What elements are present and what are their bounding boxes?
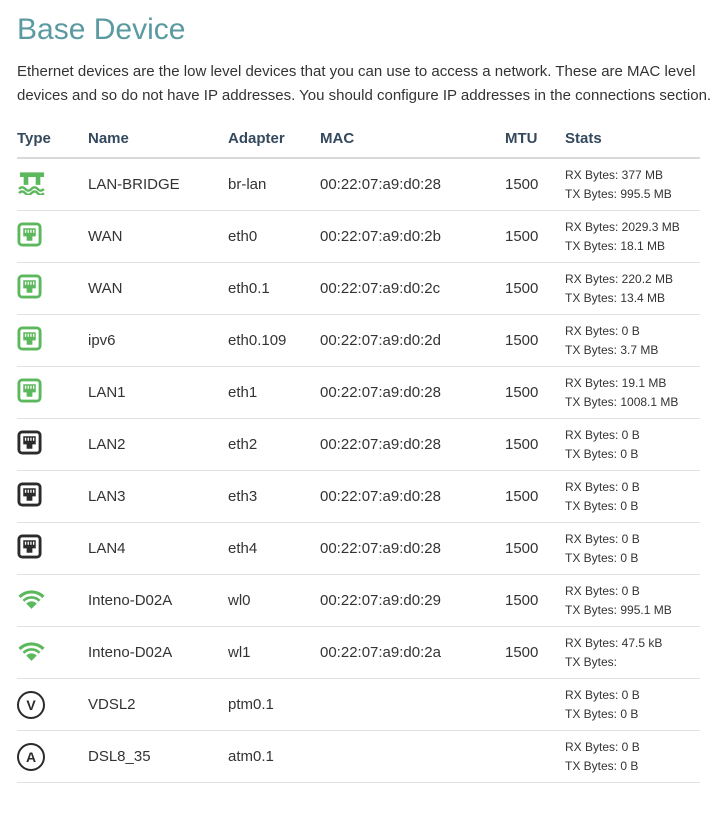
device-stats xyxy=(565,315,700,367)
device-name: Inteno-D02A xyxy=(88,627,228,679)
tx-bytes: TX Bytes: 1008.1 MB xyxy=(565,394,679,409)
table-header-row xyxy=(17,124,700,158)
device-row-wl1[interactable] xyxy=(17,627,700,679)
device-type-cell xyxy=(17,367,88,419)
device-stats xyxy=(565,575,700,627)
column-header-mtu: MTU xyxy=(505,124,565,158)
device-type-cell xyxy=(17,158,88,211)
device-stats xyxy=(565,679,700,731)
device-mtu xyxy=(505,731,565,783)
device-adapter: eth0 xyxy=(228,211,320,263)
ethernet-icon xyxy=(17,534,42,559)
device-mtu: 1500 xyxy=(505,158,565,211)
device-adapter: ptm0.1 xyxy=(228,679,320,731)
device-adapter: eth0.1 xyxy=(228,263,320,315)
device-stats xyxy=(565,471,700,523)
device-stats xyxy=(565,523,700,575)
rx-bytes: RX Bytes: 47.5 kB xyxy=(565,636,663,650)
device-type-cell xyxy=(17,471,88,523)
device-table-body xyxy=(17,158,700,783)
column-header-mac: MAC xyxy=(320,124,505,158)
rx-bytes: RX Bytes: 0 B xyxy=(565,324,640,338)
device-mac: 00:22:07:a9:d0:28 xyxy=(320,158,505,211)
rx-bytes: RX Bytes: 377 MB xyxy=(565,168,664,182)
device-adapter: br-lan xyxy=(228,158,320,211)
device-row-br-lan[interactable] xyxy=(17,158,700,211)
device-row-eth3[interactable] xyxy=(17,471,700,523)
device-type-cell xyxy=(17,731,88,783)
ethernet-icon xyxy=(17,222,42,247)
rx-bytes: RX Bytes: 0 B xyxy=(565,688,640,702)
device-name: WAN xyxy=(88,263,228,315)
circle-a-icon xyxy=(17,743,45,771)
device-row-atm0.1[interactable] xyxy=(17,731,700,783)
device-row-eth4[interactable] xyxy=(17,523,700,575)
device-row-ptm0.1[interactable] xyxy=(17,679,700,731)
device-type-cell xyxy=(17,523,88,575)
device-mtu: 1500 xyxy=(505,419,565,471)
device-mtu: 1500 xyxy=(505,471,565,523)
device-row-eth1[interactable] xyxy=(17,367,700,419)
device-row-wl0[interactable] xyxy=(17,575,700,627)
column-header-name: Name xyxy=(88,124,228,158)
device-name: LAN2 xyxy=(88,419,228,471)
device-type-cell xyxy=(17,627,88,679)
device-type-cell xyxy=(17,679,88,731)
device-name: LAN-BRIDGE xyxy=(88,158,228,211)
device-name: LAN3 xyxy=(88,471,228,523)
device-mtu: 1500 xyxy=(505,575,565,627)
device-mac: 00:22:07:a9:d0:28 xyxy=(320,367,505,419)
device-stats xyxy=(565,211,700,263)
rx-bytes: RX Bytes: 0 B xyxy=(565,532,640,546)
device-name: WAN xyxy=(88,211,228,263)
device-mtu: 1500 xyxy=(505,263,565,315)
device-type-cell xyxy=(17,315,88,367)
wifi-icon xyxy=(17,587,46,611)
device-mac: 00:22:07:a9:d0:2d xyxy=(320,315,505,367)
tx-bytes: TX Bytes: 0 B xyxy=(565,550,639,565)
device-mac: 00:22:07:a9:d0:2b xyxy=(320,211,505,263)
wifi-icon xyxy=(17,639,46,663)
ethernet-icon xyxy=(17,326,42,351)
device-row-eth2[interactable] xyxy=(17,419,700,471)
tx-bytes: TX Bytes: 0 B xyxy=(565,706,639,721)
circle-v-icon-glyph: V xyxy=(17,691,45,719)
device-name: DSL8_35 xyxy=(88,731,228,783)
ethernet-icon xyxy=(17,378,42,403)
device-type-cell xyxy=(17,211,88,263)
device-mac: 00:22:07:a9:d0:28 xyxy=(320,523,505,575)
rx-bytes: RX Bytes: 0 B xyxy=(565,428,640,442)
device-adapter: eth4 xyxy=(228,523,320,575)
ethernet-icon xyxy=(17,430,42,455)
device-type-cell xyxy=(17,575,88,627)
device-stats xyxy=(565,158,700,211)
device-mac xyxy=(320,679,505,731)
device-mac xyxy=(320,731,505,783)
device-adapter: eth2 xyxy=(228,419,320,471)
column-header-type: Type xyxy=(17,124,88,158)
tx-bytes: TX Bytes: 0 B xyxy=(565,446,639,461)
device-table xyxy=(17,124,700,783)
device-mtu: 1500 xyxy=(505,523,565,575)
rx-bytes: RX Bytes: 0 B xyxy=(565,740,640,754)
rx-bytes: RX Bytes: 0 B xyxy=(565,584,640,598)
device-name: VDSL2 xyxy=(88,679,228,731)
tx-bytes: TX Bytes: 18.1 MB xyxy=(565,238,666,253)
device-mtu: 1500 xyxy=(505,627,565,679)
tx-bytes: TX Bytes: 0 B xyxy=(565,498,639,513)
device-adapter: wl1 xyxy=(228,627,320,679)
rx-bytes: RX Bytes: 19.1 MB xyxy=(565,376,667,390)
device-mac: 00:22:07:a9:d0:29 xyxy=(320,575,505,627)
ethernet-icon xyxy=(17,274,42,299)
device-mtu xyxy=(505,679,565,731)
device-type-cell xyxy=(17,419,88,471)
device-name: LAN4 xyxy=(88,523,228,575)
column-header-stats: Stats xyxy=(565,124,700,158)
tx-bytes: TX Bytes: 995.1 MB xyxy=(565,602,672,617)
tx-bytes: TX Bytes: 0 B xyxy=(565,758,639,773)
bridge-icon xyxy=(17,170,47,195)
tx-bytes: TX Bytes: xyxy=(565,654,618,669)
page-description: Ethernet devices are the low level devices that you can use to access a network. These are MAC level devices and so do not have IP addresses. You should configure IP addresses in the connections section. xyxy=(17,63,712,104)
device-mtu: 1500 xyxy=(505,367,565,419)
circle-v-icon xyxy=(17,691,45,719)
device-mac: 00:22:07:a9:d0:28 xyxy=(320,471,505,523)
device-mac: 00:22:07:a9:d0:2a xyxy=(320,627,505,679)
device-mac: 00:22:07:a9:d0:2c xyxy=(320,263,505,315)
device-adapter: eth1 xyxy=(228,367,320,419)
device-mac: 00:22:07:a9:d0:28 xyxy=(320,419,505,471)
device-row-eth0.109[interactable] xyxy=(17,315,700,367)
device-stats xyxy=(565,627,700,679)
device-adapter: wl0 xyxy=(228,575,320,627)
device-name: ipv6 xyxy=(88,315,228,367)
device-stats xyxy=(565,419,700,471)
circle-a-icon-glyph: A xyxy=(17,743,45,771)
device-stats xyxy=(565,263,700,315)
column-header-adapter: Adapter xyxy=(228,124,320,158)
device-mtu: 1500 xyxy=(505,211,565,263)
device-type-cell xyxy=(17,263,88,315)
page-title: Base Device xyxy=(17,13,186,46)
base-device-page xyxy=(0,13,717,783)
device-row-eth0[interactable] xyxy=(17,211,700,263)
device-adapter: atm0.1 xyxy=(228,731,320,783)
ethernet-icon xyxy=(17,482,42,507)
rx-bytes: RX Bytes: 220.2 MB xyxy=(565,272,674,286)
tx-bytes: TX Bytes: 13.4 MB xyxy=(565,290,666,305)
device-adapter: eth3 xyxy=(228,471,320,523)
device-stats xyxy=(565,367,700,419)
device-mtu: 1500 xyxy=(505,315,565,367)
device-name: Inteno-D02A xyxy=(88,575,228,627)
tx-bytes: TX Bytes: 3.7 MB xyxy=(565,342,659,357)
device-adapter: eth0.109 xyxy=(228,315,320,367)
device-row-eth0.1[interactable] xyxy=(17,263,700,315)
device-stats xyxy=(565,731,700,783)
device-name: LAN1 xyxy=(88,367,228,419)
rx-bytes: RX Bytes: 0 B xyxy=(565,480,640,494)
tx-bytes: TX Bytes: 995.5 MB xyxy=(565,186,672,201)
rx-bytes: RX Bytes: 2029.3 MB xyxy=(565,220,680,234)
